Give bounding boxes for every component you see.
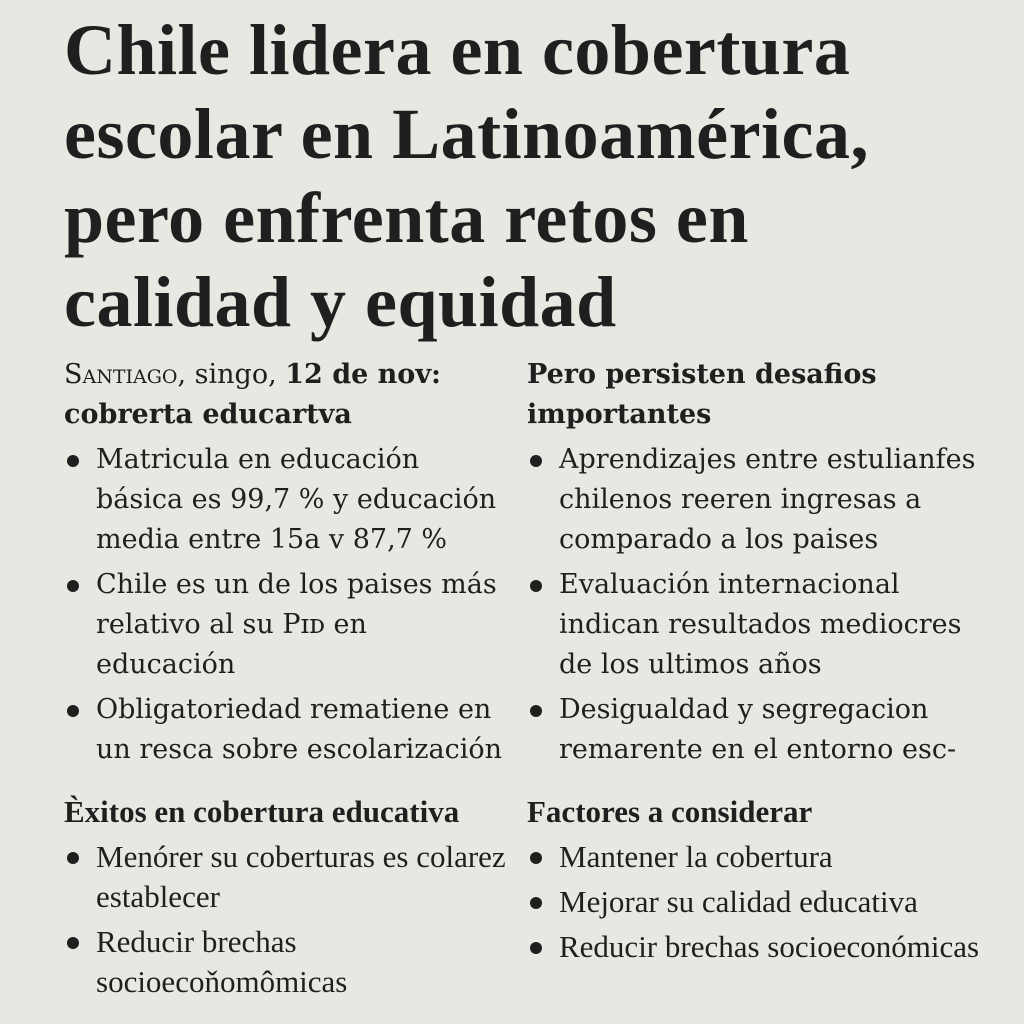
headline: Chile lidera en cobertura escolar en Latinoamérica, pero enfrenta retos en calidad y equidad xyxy=(64,10,869,342)
list-item: Evaluación internacional indican resultados mediocres de los ultimos años xyxy=(527,565,997,685)
list-item: Obligatoriedad rematiene en un resca sobre escolarización xyxy=(64,690,509,770)
list-item: Mejorar su calidad educativa xyxy=(527,882,997,922)
bullet-list xyxy=(527,440,997,770)
bullet-list xyxy=(527,837,997,967)
list-item: Matricula en educación básica es 99,7 % y educación media entre 15a v 87,7 % xyxy=(64,440,509,560)
section-title: Factores a considerar xyxy=(527,794,813,829)
section-title: Pero persisten desafios importantes xyxy=(527,359,877,430)
list-item: Menórer su coberturas es colarez establecer xyxy=(64,837,509,917)
bullet-list xyxy=(64,440,509,770)
dateline-place: Santiago xyxy=(64,359,178,390)
section-title: Èxitos en cobertura educativa xyxy=(64,794,460,829)
list-item: Reducir brechas socioeconómicas xyxy=(527,927,997,967)
list-item: Desigualdad y segregacion remarente en el entorno esc- xyxy=(527,690,997,770)
list-item: Mantener la cobertura xyxy=(527,837,997,877)
bullet-list xyxy=(64,837,509,1002)
left-column xyxy=(64,355,509,1002)
list-item: Chile es un de los paises más relativo al su Pɪᴅ en educación xyxy=(64,565,509,685)
section-title: cobrerta educartva xyxy=(64,399,352,430)
list-item: Aprendizajes entre estulianfes chilenos reeren ingresas a comparado a los paises xyxy=(527,440,997,560)
list-item: Reducir brechas socioecoňomômicas xyxy=(64,922,509,1002)
dateline-date: 12 de nov: xyxy=(285,359,441,390)
dateline xyxy=(64,355,509,395)
right-column xyxy=(527,355,997,967)
dateline-mid: , singo, xyxy=(177,359,286,390)
